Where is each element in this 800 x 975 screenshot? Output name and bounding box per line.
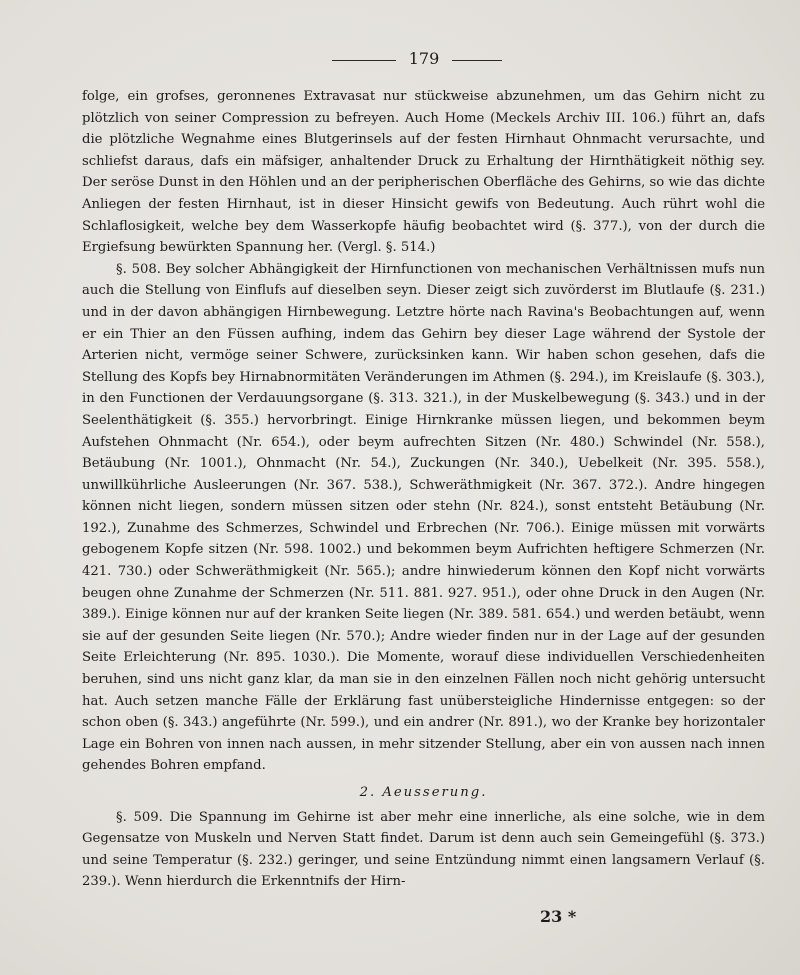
body-text [82, 86, 765, 893]
header-rule-left [332, 60, 396, 61]
page-header [0, 48, 800, 72]
paragraph-section-509: §. 509. Die Spannung im Gehirne ist aber mehr eine innerliche, als eine solche, wie in dem Gegensatze von Muskeln und Nerven Statt findet. Darum ist denn auch sein Gemeingefühl (§. 373.) und seine Temperatur (§. 232.) geringer, und seine Entzündung nimmt einen langsamern Verlauf (§. 239.). Wenn hierdurch die Erkenntnifs der Hirn- [82, 809, 765, 890]
section-heading: 2. Aeusserung. [359, 785, 488, 800]
page-number: 179 [408, 49, 440, 68]
paragraph-continuation: folge, ein grofses, geronnenes Extravasat nur stückweise abzunehmen, um das Gehirn nicht zu plötzlich von seiner Compression zu befreyen. Auch Home (Meckels Archiv III. 106.) führt an, dafs die plötzliche Wegnahme eines Blutgerinsels auf der festen Hirnhaut Ohnmacht verursachte, und schliefst daraus, dafs ein mäfsiger, anhaltender Druck zu Erhaltung der Hirnthätigkeit nöthig sey. Der seröse Dunst in den Höhlen und an der peripherischen Oberfläche des Gehirns, so wie das dichte Anliegen der festen Hirnhaut, ist in dieser Hinsicht gewifs von Bedeutung. Auch rührt wohl die Schlaflosigkeit, welche bey dem Wasserkopfe häufig beobachtet wird (§. 377.), von der durch die Ergiefsung bewürkten Spannung her. (Vergl. §. 514.) [82, 89, 765, 256]
header-rule-right [452, 60, 502, 61]
paragraph-section-508: §. 508. Bey solcher Abhängigkeit der Hirnfunctionen von mechanischen Verhältnissen mufs nun auch die Stellung von Einflufs auf dieselben seyn. Dieser zeigt sich zuvörderst im Blutlaufe (§. 231.) und in der davon abhängigen Hirnbewegung. Letztre hörte nach Ravina's Beobachtungen auf, wenn er ein Thier an den Füssen aufhing, indem das Gehirn bey dieser Lage während der Systole der Arterien nicht, vermöge seiner Schwere, zurücksinken kann. Wir haben schon gesehen, dafs die Stellung des Kopfs bey Hirnabnormitäten Veränderungen im Athmen (§. 294.), im Kreislaufe (§. 303.), in den Functionen der Verdauungsorgane (§. 313. 321.), in der Muskelbewegung (§. 343.) und in der Seelenthätigkeit (§. 355.) hervorbringt. Einige Hirnkranke müssen liegen, und bekommen beym Aufstehen Ohnmacht (Nr. 654.), oder beym aufrechten Sitzen (Nr. 480.) Schwindel (Nr. 558.), Betäubung (Nr. 1001.), Ohnmacht (Nr. 54.), Zuckungen (Nr. 340.), Uebelkeit (Nr. 395. 558.), unwillkührliche Ausleerungen (Nr. 367. 538.), Schweräthmigkeit (Nr. 367. 372.). Andre hingegen können nicht liegen, sondern müssen sitzen oder stehn (Nr. 824.), sonst entsteht Betäubung (Nr. 192.), Zunahme des Schmerzes, Schwindel und Erbrechen (Nr. 706.). Einige müssen mit vorwärts gebogenem Kopfe sitzen (Nr. 598. 1002.) und bekommen beym Aufrichten heftigere Schmerzen (Nr. 421. 730.) oder Schweräthmigkeit (Nr. 565.); andre hinwiederum können den Kopf nicht vorwärts beugen ohne Zunahme der Schmerzen (Nr. 511. 881. 927. 951.), oder ohne Druck in den Augen (Nr. 389.). Einige können nur auf der kranken Seite liegen (Nr. 389. 581. 654.) und werden betäubt, wenn sie auf der gesunden Seite liegen (Nr. 570.); Andre wieder finden nur in der Lage auf der gesunden Seite Erleichterung (Nr. 895. 1030.). Die Momente, worauf diese individuellen Verschiedenheiten beruhen, sind uns nicht ganz klar, da man sie in den einzelnen Fällen noch nicht gehörig untersucht hat. Auch setzen manche Fälle der Erklärung fast unübersteigliche Hindernisse entgegen: so der schon oben (§. 343.) angeführte (Nr. 599.), und ein andrer (Nr. 891.), wo der Kranke bey horizontaler Lage ein Bohren von innen nach aussen, in mehr sitzender Stellung, aber ein von aussen nach innen gehendes Bohren empfand. [82, 261, 765, 774]
signature-mark: 23 * [540, 907, 577, 926]
